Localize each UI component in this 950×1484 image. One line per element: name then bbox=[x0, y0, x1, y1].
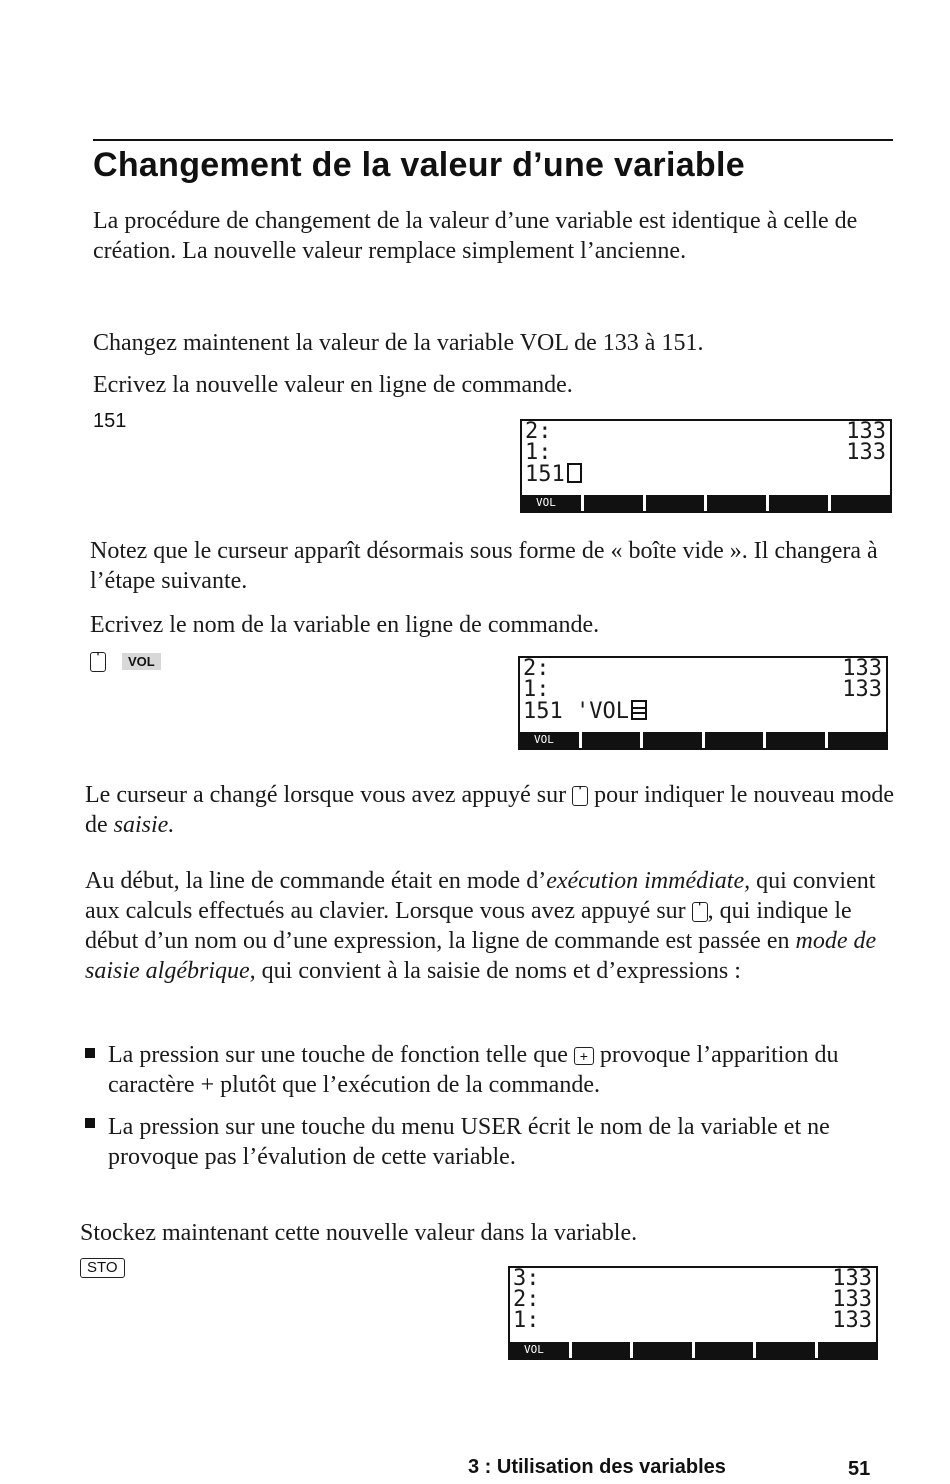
bullet-user-menu: La pression sur une touche du menu USER écrit le nom de la variable et ne provoque pas l’évalution de cette variable. bbox=[108, 1114, 830, 1170]
stack-level-1 bbox=[520, 679, 886, 700]
tick-key-icon: ' bbox=[90, 652, 106, 672]
softkey-blank[interactable] bbox=[584, 495, 643, 511]
softkey-blank[interactable] bbox=[756, 1342, 815, 1358]
empty-box-cursor-icon bbox=[567, 463, 582, 483]
bullet-function-key bbox=[108, 1040, 893, 1100]
softkey-blank[interactable] bbox=[646, 495, 705, 511]
calculator-screen-3 bbox=[508, 1266, 878, 1360]
softkey-menu bbox=[510, 1342, 876, 1358]
chapter-footer: 3 : Utilisation des variables bbox=[468, 1456, 726, 1478]
softkey-blank[interactable] bbox=[769, 495, 828, 511]
command-line-text: 151 'VOL bbox=[523, 699, 629, 724]
text-run: qui convient aux calculs effectués au clavier. Lorsque vous avez appuyé sur bbox=[85, 868, 876, 924]
bullet-icon bbox=[85, 1118, 95, 1128]
command-line bbox=[522, 462, 890, 487]
stack-value: 133 bbox=[846, 419, 886, 444]
softkey-menu bbox=[520, 732, 886, 748]
text-run: provoque l’apparition du caractère + plutôt que l’exécution de la commande. bbox=[108, 1042, 839, 1098]
softkey-menu bbox=[522, 495, 890, 511]
paragraph-store: Stockez maintenant cette nouvelle valeur dans la variable. bbox=[80, 1220, 638, 1246]
bullet-icon bbox=[85, 1048, 95, 1058]
paragraph-cursor-changed bbox=[85, 780, 895, 840]
softkey-blank[interactable] bbox=[766, 732, 825, 748]
stack-value: 133 bbox=[842, 656, 882, 681]
stack-level-2 bbox=[510, 1289, 876, 1310]
paragraph-intro: La procédure de changement de la valeur d’une variable est identique à celle de création. La nouvelle valeur remplace simplement l’ancienne. bbox=[93, 208, 858, 264]
stack-label: 1: bbox=[513, 1308, 540, 1333]
paragraph-change-instruction: Changez maintenent la valeur de la variable VOL de 133 à 151. bbox=[93, 330, 704, 356]
keystroke-151: 151 bbox=[93, 410, 127, 432]
italic-term: exécution immédiate, bbox=[546, 868, 751, 894]
softkey-blank[interactable] bbox=[643, 732, 702, 748]
stack-value: 133 bbox=[842, 677, 882, 702]
paragraph-enter-value: Ecrivez la nouvelle valeur en ligne de commande. bbox=[93, 372, 573, 398]
text-run: Au début, la line de commande était en mode d’ bbox=[85, 868, 547, 894]
page-number: 51 bbox=[848, 1458, 871, 1480]
stack-label: 1: bbox=[525, 440, 552, 465]
stack-level-1 bbox=[510, 1310, 876, 1331]
stack-level-3 bbox=[510, 1268, 876, 1289]
text-run: La pression sur une touche de fonction telle que bbox=[108, 1042, 568, 1068]
softkey-blank[interactable] bbox=[818, 1342, 877, 1358]
stack-label: 2: bbox=[523, 656, 550, 681]
italic-term: mode de saisie algébrique, bbox=[85, 928, 877, 984]
stack-value: 133 bbox=[832, 1266, 872, 1291]
softkey-blank[interactable] bbox=[705, 732, 764, 748]
section-heading: Changement de la valeur d’une variable bbox=[93, 146, 745, 184]
softkey-blank[interactable] bbox=[633, 1342, 692, 1358]
text-run: pour indiquer le nouveau mode de bbox=[85, 782, 895, 838]
stack-value: 133 bbox=[832, 1287, 872, 1312]
stack-value: 133 bbox=[846, 440, 886, 465]
stack-level-1 bbox=[522, 442, 890, 463]
tick-key-icon: ' bbox=[692, 902, 708, 922]
softkey-blank[interactable] bbox=[582, 732, 641, 748]
stack-label: 1: bbox=[523, 677, 550, 702]
softkey-blank[interactable] bbox=[831, 495, 890, 511]
stack-label: 2: bbox=[513, 1287, 540, 1312]
stack-label: 3: bbox=[513, 1266, 540, 1291]
stack-level-2 bbox=[522, 421, 890, 442]
calculator-screen-1 bbox=[520, 419, 892, 513]
softkey-vol[interactable]: VOL bbox=[510, 1342, 569, 1358]
paragraph-enter-name: Ecrivez le nom de la variable en ligne de commande. bbox=[90, 612, 600, 638]
text-run: qui convient à la saisie de noms et d’expressions : bbox=[261, 958, 741, 984]
command-line-text: 151 bbox=[525, 462, 565, 487]
algebraic-cursor-icon bbox=[631, 700, 647, 720]
sto-key-icon: STO bbox=[80, 1258, 125, 1278]
plus-key-icon: + bbox=[574, 1047, 594, 1065]
italic-term: saisie. bbox=[113, 812, 175, 838]
stack-level-2 bbox=[520, 658, 886, 679]
keystroke-tick-vol bbox=[90, 650, 161, 673]
keystroke-sto bbox=[80, 1256, 125, 1279]
stack-value: 133 bbox=[832, 1308, 872, 1333]
softkey-blank[interactable] bbox=[572, 1342, 631, 1358]
calculator-screen-2 bbox=[518, 656, 888, 750]
vol-softkey-label: VOL bbox=[122, 653, 161, 670]
stack-label: 2: bbox=[525, 419, 552, 444]
text-run: , qui indique le début d’un nom ou d’une expression, la ligne de commande est passée en bbox=[85, 898, 852, 954]
command-line bbox=[520, 699, 886, 724]
text-run: Le curseur a changé lorsque vous avez appuyé sur bbox=[85, 782, 567, 808]
softkey-blank[interactable] bbox=[707, 495, 766, 511]
softkey-blank[interactable] bbox=[828, 732, 887, 748]
softkey-blank[interactable] bbox=[695, 1342, 754, 1358]
softkey-vol[interactable]: VOL bbox=[522, 495, 581, 511]
tick-key-icon: ' bbox=[572, 786, 588, 806]
softkey-vol[interactable]: VOL bbox=[520, 732, 579, 748]
paragraph-cursor-note: Notez que le curseur apparît désormais sous forme de « boîte vide ». Il changera à l’étape suivante. bbox=[90, 538, 878, 594]
paragraph-modes bbox=[85, 866, 895, 986]
top-rule bbox=[93, 139, 893, 141]
